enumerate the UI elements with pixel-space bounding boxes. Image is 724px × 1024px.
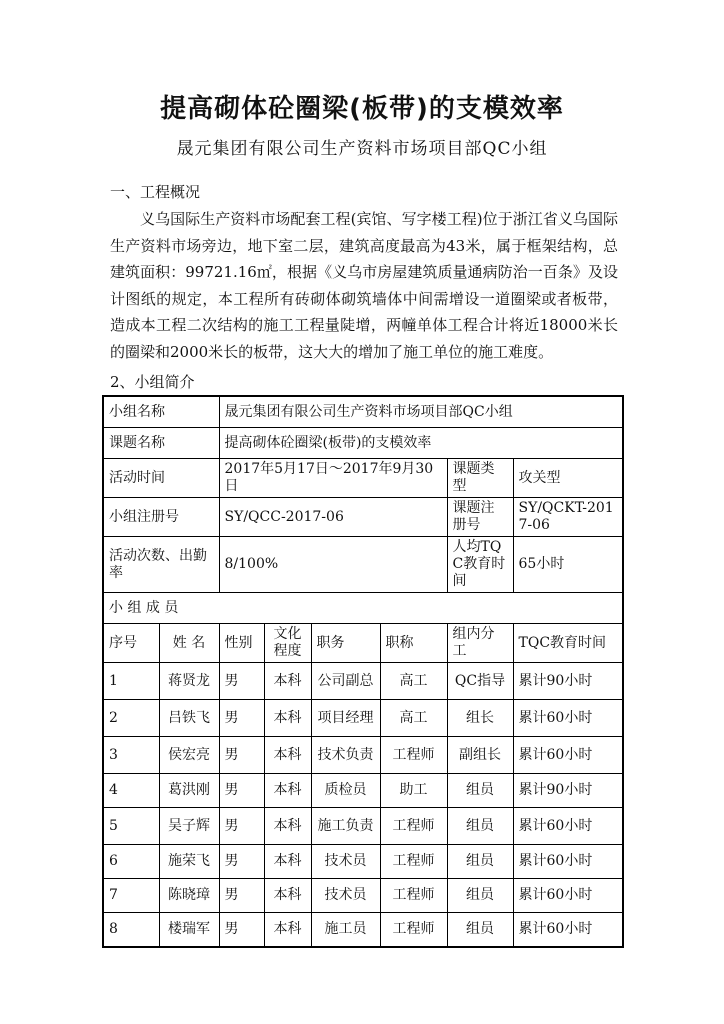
member-cell: 男 bbox=[219, 808, 264, 845]
overview-text: 义乌国际生产资料市场配套工程(宾馆、写字楼工程)位于浙江省义乌国际生产资料市场旁边，地下室二层，建筑高度最高为43米，属于框架结构，总建筑面积：99721.16㎡，根据《义乌市房屋建筑质量通病防治一百条》及设计图纸的规定，本工程所有砖砌体砌筑墙体中间需增设一道圈梁或者板带，造成本工程二次结构的施工工程量陡增，两幢单体工程合计将近18000米长的圈梁和2000米长的板带，这大大的增加了施工单位的施工难度。 bbox=[110, 210, 618, 361]
topic-reg-label: 课题注册号 bbox=[447, 498, 513, 537]
member-cell: 本科 bbox=[264, 913, 311, 948]
member-cell: 工程师 bbox=[380, 808, 447, 845]
member-cell: 4 bbox=[103, 774, 159, 808]
topic-value: 提高砌体砼圈梁(板带)的支模效率 bbox=[219, 428, 623, 459]
member-cell: 本科 bbox=[264, 737, 311, 774]
member-header: 文化程度 bbox=[264, 624, 311, 663]
member-header: 姓 名 bbox=[159, 624, 219, 663]
member-cell: 技术员 bbox=[311, 879, 380, 913]
group-name-label: 小组名称 bbox=[103, 396, 219, 428]
member-cell: 累计90小时 bbox=[513, 663, 623, 700]
member-header: TQC教育时间 bbox=[513, 624, 623, 663]
member-cell: 公司副总 bbox=[311, 663, 380, 700]
member-cell: 助工 bbox=[380, 774, 447, 808]
member-cell: 技术员 bbox=[311, 845, 380, 879]
group-name-value: 晟元集团有限公司生产资料市场项目部QC小组 bbox=[219, 396, 623, 428]
document-subtitle: 晟元集团有限公司生产资料市场项目部QC小组 bbox=[176, 139, 548, 159]
type-value: 攻关型 bbox=[513, 459, 623, 498]
reg-label: 小组注册号 bbox=[103, 498, 219, 537]
member-cell: 吕铁飞 bbox=[159, 700, 219, 737]
group-info-table bbox=[102, 395, 624, 948]
member-cell: 组员 bbox=[447, 774, 513, 808]
member-cell: 本科 bbox=[264, 845, 311, 879]
member-cell: 高工 bbox=[380, 663, 447, 700]
member-cell: 蒋贤龙 bbox=[159, 663, 219, 700]
member-cell: 8 bbox=[103, 913, 159, 948]
time-label: 活动时间 bbox=[103, 459, 219, 498]
member-cell: 侯宏亮 bbox=[159, 737, 219, 774]
member-cell: 男 bbox=[219, 663, 264, 700]
member-cell: 男 bbox=[219, 845, 264, 879]
member-cell: 技术负责 bbox=[311, 737, 380, 774]
member-cell: 工程师 bbox=[380, 913, 447, 948]
table-row bbox=[103, 879, 623, 913]
member-cell: 男 bbox=[219, 879, 264, 913]
member-cell: 组员 bbox=[447, 913, 513, 948]
member-cell: 工程师 bbox=[380, 845, 447, 879]
member-cell: 楼瑞军 bbox=[159, 913, 219, 948]
table-row bbox=[103, 663, 623, 700]
member-cell: 组员 bbox=[447, 879, 513, 913]
member-cell: 6 bbox=[103, 845, 159, 879]
member-cell: 施工负责 bbox=[311, 808, 380, 845]
member-cell: 男 bbox=[219, 737, 264, 774]
member-cell: 累计60小时 bbox=[513, 700, 623, 737]
member-cell: QC指导 bbox=[447, 663, 513, 700]
member-cell: 男 bbox=[219, 700, 264, 737]
tqc-avg-value: 65小时 bbox=[513, 537, 623, 593]
member-cell: 2 bbox=[103, 700, 159, 737]
topic-label: 课题名称 bbox=[103, 428, 219, 459]
member-cell: 本科 bbox=[264, 808, 311, 845]
member-cell: 5 bbox=[103, 808, 159, 845]
table-row bbox=[103, 700, 623, 737]
member-cell: 施荣飞 bbox=[159, 845, 219, 879]
count-value: 8/100% bbox=[219, 537, 447, 593]
member-cell: 累计60小时 bbox=[513, 879, 623, 913]
table-row bbox=[103, 913, 623, 948]
table-row bbox=[103, 774, 623, 808]
member-cell: 男 bbox=[219, 913, 264, 948]
member-cell: 累计90小时 bbox=[513, 774, 623, 808]
member-cell: 项目经理 bbox=[311, 700, 380, 737]
document-title: 提高砌体砼圈梁(板带)的支模效率 bbox=[160, 94, 564, 124]
member-cell: 男 bbox=[219, 774, 264, 808]
tqc-avg-label: 人均TQC教育时间 bbox=[447, 537, 513, 593]
table-row bbox=[103, 845, 623, 879]
member-header: 职称 bbox=[380, 624, 447, 663]
table-row bbox=[103, 808, 623, 845]
member-cell: 本科 bbox=[264, 700, 311, 737]
topic-reg-value: SY/QCKT-2017-06 bbox=[513, 498, 623, 537]
member-cell: 工程师 bbox=[380, 879, 447, 913]
overview-paragraph bbox=[110, 206, 618, 365]
member-cell: 7 bbox=[103, 879, 159, 913]
member-cell: 组员 bbox=[447, 845, 513, 879]
member-cell: 质检员 bbox=[311, 774, 380, 808]
member-cell: 本科 bbox=[264, 774, 311, 808]
member-header: 性别 bbox=[219, 624, 264, 663]
member-cell: 组长 bbox=[447, 700, 513, 737]
member-header: 序号 bbox=[103, 624, 159, 663]
member-cell: 施工员 bbox=[311, 913, 380, 948]
member-cell: 陈晓璋 bbox=[159, 879, 219, 913]
member-cell: 累计60小时 bbox=[513, 808, 623, 845]
member-cell: 本科 bbox=[264, 663, 311, 700]
member-header: 职务 bbox=[311, 624, 380, 663]
table-row bbox=[103, 737, 623, 774]
member-cell: 本科 bbox=[264, 879, 311, 913]
member-cell: 吴子辉 bbox=[159, 808, 219, 845]
type-label: 课题类型 bbox=[447, 459, 513, 498]
section-heading-overview: 一、工程概况 bbox=[110, 183, 201, 201]
member-cell: 累计60小时 bbox=[513, 845, 623, 879]
count-label: 活动次数、出勤率 bbox=[103, 537, 219, 593]
member-header: 组内分工 bbox=[447, 624, 513, 663]
member-cell: 葛洪刚 bbox=[159, 774, 219, 808]
time-value: 2017年5月17日～2017年9月30日 bbox=[219, 459, 447, 498]
members-label: 小 组 成 员 bbox=[103, 593, 623, 624]
member-cell: 组员 bbox=[447, 808, 513, 845]
reg-value: SY/QCC-2017-06 bbox=[219, 498, 447, 537]
section-heading-group: 2、小组简介 bbox=[110, 373, 195, 391]
member-cell: 工程师 bbox=[380, 737, 447, 774]
member-cell: 累计60小时 bbox=[513, 913, 623, 948]
member-cell: 副组长 bbox=[447, 737, 513, 774]
member-cell: 高工 bbox=[380, 700, 447, 737]
member-cell: 3 bbox=[103, 737, 159, 774]
member-cell: 1 bbox=[103, 663, 159, 700]
member-cell: 累计60小时 bbox=[513, 737, 623, 774]
